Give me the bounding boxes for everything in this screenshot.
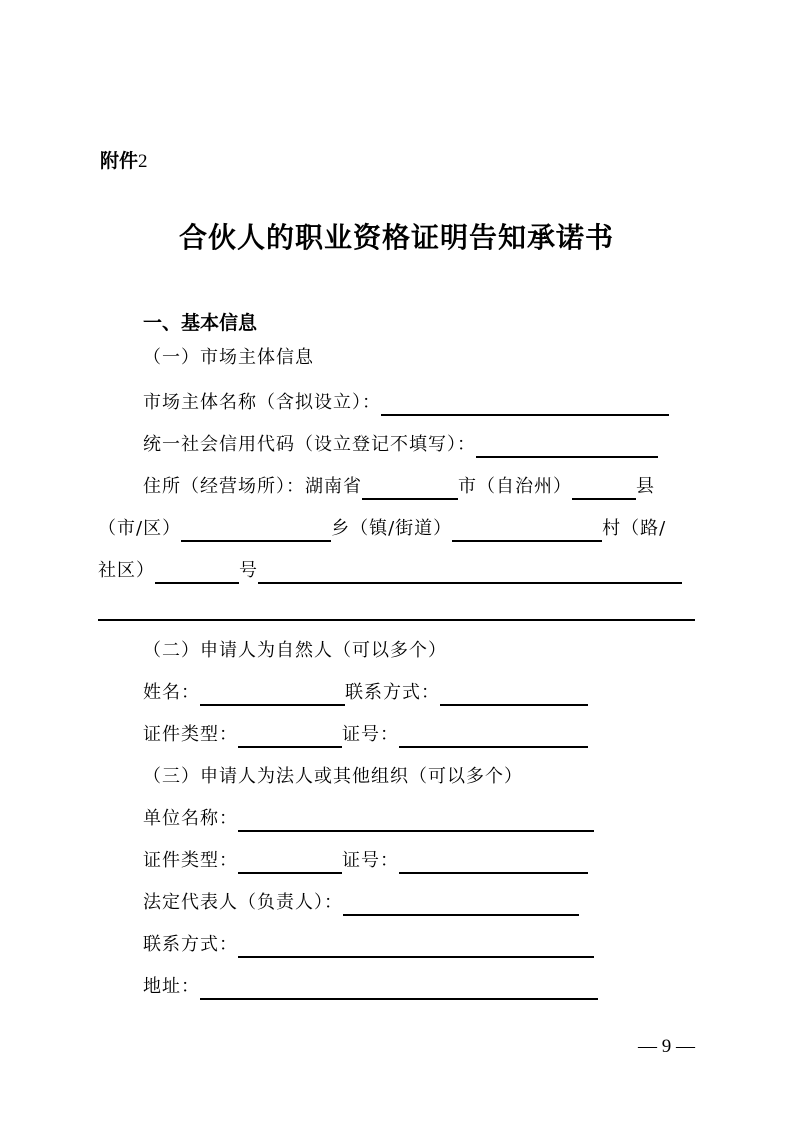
county-label: 县 [636, 476, 655, 497]
natural-person-heading [143, 638, 447, 664]
township-field[interactable] [452, 520, 602, 542]
county-field[interactable] [572, 478, 636, 500]
person-name-label: 姓名： [143, 682, 200, 703]
community-field[interactable] [155, 562, 239, 584]
legal-rep-row [143, 890, 579, 916]
natural-person-id-row [143, 722, 588, 748]
entity-contact-label: 联系方式： [143, 934, 238, 955]
entity-address-field[interactable] [200, 978, 598, 1000]
credit-code-field[interactable] [476, 436, 658, 458]
district-field[interactable] [181, 520, 331, 542]
entity-id-type-label: 证件类型： [143, 850, 238, 871]
person-name-field[interactable] [200, 684, 345, 706]
legal-rep-label: 法定代表人（负责人）： [143, 892, 343, 913]
entity-address-label: 地址： [143, 976, 200, 997]
person-id-number-label: 证号： [342, 724, 399, 745]
page-number: — 9 — [638, 1036, 695, 1057]
attachment-label [100, 146, 148, 173]
entity-contact-row [143, 932, 594, 958]
number-label: 号 [239, 560, 258, 581]
entity-id-row [143, 848, 588, 874]
address-prefix-label: 住所（经营场所）：湖南省 [143, 476, 362, 497]
person-contact-label: 联系方式： [345, 682, 440, 703]
market-subject-name-row [143, 390, 669, 416]
village-label: 村（路/ [602, 518, 667, 539]
community-label: 社区） [98, 560, 155, 581]
entity-contact-field[interactable] [238, 936, 594, 958]
city-field[interactable] [362, 478, 458, 500]
district-label: （市/区） [98, 518, 182, 539]
unit-name-label: 单位名称： [143, 808, 238, 829]
document-title: 合伙人的职业资格证明告知承诺书 [178, 221, 614, 254]
unit-name-field[interactable] [238, 810, 594, 832]
unit-name-row [143, 806, 594, 832]
market-subject-name-label: 市场主体名称（含拟设立）： [143, 392, 381, 413]
person-id-number-field[interactable] [399, 726, 588, 748]
legal-entity-heading-text: （三）申请人为法人或其他组织（可以多个） [143, 766, 523, 787]
natural-person-name-row [143, 680, 588, 706]
market-subject-name-field[interactable] [381, 394, 669, 416]
address-row-1 [143, 474, 655, 500]
entity-id-number-field[interactable] [399, 852, 588, 874]
entity-address-row [143, 974, 598, 1000]
attachment-number: 2 [138, 151, 148, 172]
township-label: 乡（镇/街道） [331, 518, 453, 539]
person-id-type-field[interactable] [238, 726, 342, 748]
address-row-2 [98, 516, 666, 542]
entity-id-number-label: 证号： [342, 850, 399, 871]
city-label: 市（自治州） [458, 476, 572, 497]
attachment-text: 附件 [100, 150, 139, 172]
address-row-3 [98, 558, 682, 584]
number-field[interactable] [258, 562, 682, 584]
address-continuation-line[interactable] [98, 619, 695, 621]
person-id-type-label: 证件类型： [143, 724, 238, 745]
credit-code-label: 统一社会信用代码（设立登记不填写）： [143, 434, 476, 455]
entity-id-type-field[interactable] [238, 852, 342, 874]
legal-entity-heading [143, 764, 523, 790]
market-subject-heading-text: （一）市场主体信息 [143, 347, 314, 368]
natural-person-heading-text: （二）申请人为自然人（可以多个） [143, 640, 447, 661]
section-basic-info-heading: 一、基本信息 [143, 312, 258, 334]
credit-code-row [143, 432, 658, 458]
market-subject-heading [143, 345, 314, 371]
person-contact-field[interactable] [440, 684, 588, 706]
legal-rep-field[interactable] [343, 894, 579, 916]
